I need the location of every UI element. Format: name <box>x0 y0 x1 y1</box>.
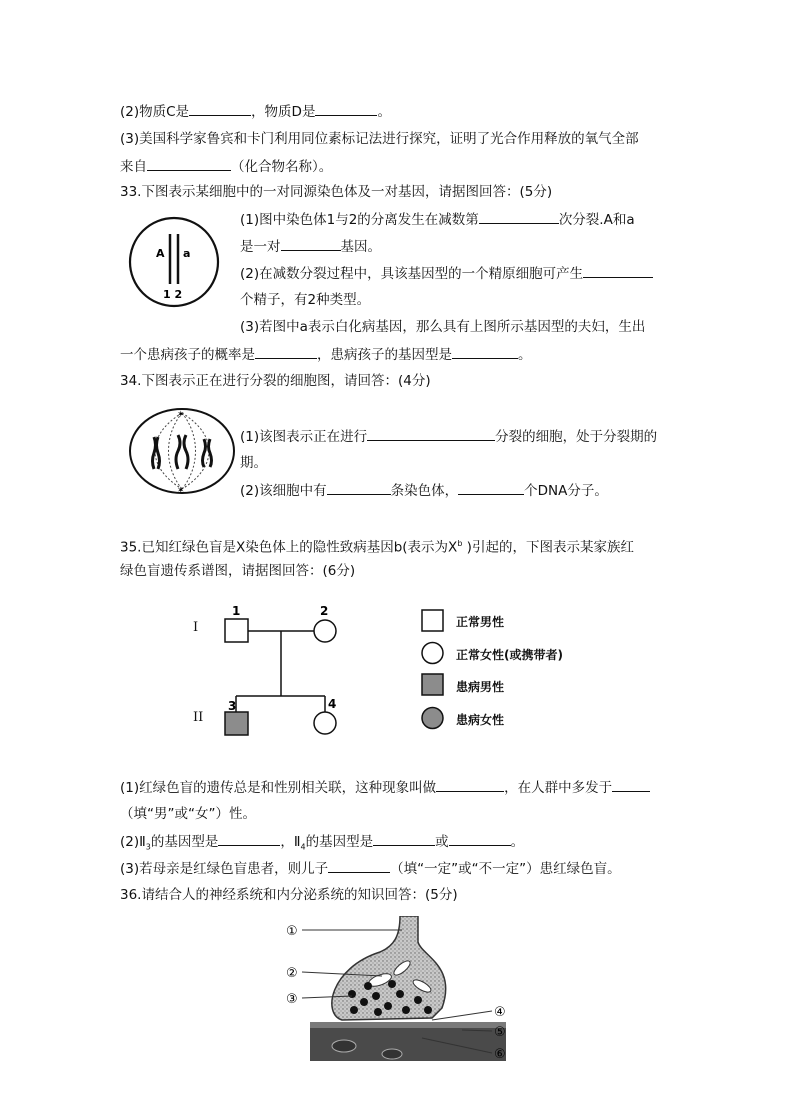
synapse-figure <box>282 916 522 1066</box>
answer-blank[interactable] <box>436 778 504 792</box>
answer-blank[interactable] <box>458 481 524 495</box>
q33-part3-line2: 一个患病孩子的概率是 ，患病孩子的基因型是 。 <box>120 347 532 363</box>
answer-blank[interactable] <box>583 264 653 278</box>
legend-normal-female: 正常女性(或携带者) <box>456 648 563 662</box>
q35-part2: $(2)Ⅱ_3$的基因型是 ，$Ⅱ_4$的基因型是 或 。 <box>120 834 525 852</box>
answer-blank[interactable] <box>367 427 495 441</box>
label-2: ② <box>286 966 298 981</box>
generation-1-label: I <box>193 620 199 635</box>
q36-title: 36.请结合人的神经系统和内分泌系统的知识回答：(5分) <box>120 887 458 903</box>
q35-part1: (1)红绿色盲的遗传总是和性别相关联，这种现象叫做 ，在人群中多发于 <box>120 778 650 797</box>
q34-part1: (1)该图表示正在进行 分裂的细胞，处于分裂期的 <box>240 429 658 445</box>
individual-1-number: 1 <box>232 604 241 618</box>
answer-blank[interactable] <box>189 102 251 116</box>
q33-part2-line2: 个精子，有2种类型。 <box>240 292 371 308</box>
label-5: ⑤ <box>494 1025 506 1040</box>
label-3: ③ <box>286 992 298 1007</box>
individual-4-normal-female <box>314 712 336 734</box>
q33-part1-line2: 是一对 基因。 <box>240 239 381 255</box>
gene-a-label: a <box>183 247 191 260</box>
answer-blank[interactable] <box>479 210 559 224</box>
q33-part3: (3)若图中a表示白化病基因，那么具有上图所示基因型的夫妇，生出 <box>240 319 646 335</box>
generation-2-label: II <box>193 710 204 725</box>
individual-3-affected-male <box>225 712 248 735</box>
q35-intro: 35.已知红绿色盲是X染色体上的隐性致病基因b(表示为$X^b$ )引起的，下图表示某家族红 <box>120 539 634 556</box>
q35-part3: (3)若母亲是红绿色盲患者，则儿子 （填“一定”或“不一定”）患红绿色盲。 <box>120 861 621 877</box>
legend-affected-male: 患病男性 <box>456 680 505 694</box>
individual-4-number: 4 <box>328 697 337 711</box>
q34-part1-line2: 期。 <box>240 455 267 471</box>
label-4: ④ <box>494 1005 506 1020</box>
individual-3-number: 3 <box>228 699 237 713</box>
label-1: ① <box>286 924 298 939</box>
dividing-cell-figure <box>126 405 238 497</box>
q32-part3-line1: (3)美国科学家鲁宾和卡门利用同位素标记法进行探究，证明了光合作用释放的氧气全部 <box>120 131 639 147</box>
q32-part2: (2)物质C是 ，物质D是 。 <box>120 104 391 120</box>
pedigree-chart <box>180 600 380 745</box>
chromosome-numbers: 1 2 <box>163 288 183 301</box>
q34-part2: (2)该细胞中有 条染色体， 个DNA分子。 <box>240 483 608 499</box>
q33-title: 33.下图表示某细胞中的一对同源染色体及一对基因，请据图回答：(5分) <box>120 184 553 200</box>
q35-intro-line2: 绿色盲遗传系谱图，请据图回答：(6分) <box>120 563 356 579</box>
answer-blank[interactable] <box>281 237 341 251</box>
pedigree-legend-symbols <box>418 606 450 736</box>
legend-normal-male: 正常男性 <box>456 615 505 629</box>
answer-blank[interactable] <box>612 778 650 792</box>
answer-blank[interactable] <box>452 345 518 359</box>
answer-blank[interactable] <box>315 102 377 116</box>
svg-text:✶: ✶ <box>177 410 185 420</box>
svg-text:✶: ✶ <box>177 486 185 496</box>
homologous-chromosome-figure <box>126 212 226 312</box>
answer-blank[interactable] <box>449 832 511 846</box>
answer-blank[interactable] <box>255 345 317 359</box>
individual-2-number: 2 <box>320 604 329 618</box>
label-6: ⑥ <box>494 1047 506 1062</box>
answer-blank[interactable] <box>373 832 435 846</box>
answer-blank[interactable] <box>218 832 280 846</box>
q33-part1: (1)图中染色体1与2的分离发生在减数第 次分裂.A和a <box>240 212 635 228</box>
answer-blank[interactable] <box>147 157 231 171</box>
q34-title: 34.下图表示正在进行分裂的细胞图，请回答：(4分) <box>120 373 431 389</box>
answer-blank[interactable] <box>328 859 390 873</box>
answer-blank[interactable] <box>327 481 391 495</box>
gene-A-label: A <box>156 247 165 260</box>
q35-part1-line2: （填“男”或“女”）性。 <box>120 806 256 822</box>
individual-2-normal-female <box>314 620 336 642</box>
legend-affected-female: 患病女性 <box>456 713 505 727</box>
q32-part3-line2: 来自 （化合物名称）。 <box>120 159 333 175</box>
q33-part2: (2)在减数分裂过程中，具该基因型的一个精原细胞可产生 <box>240 264 653 283</box>
individual-1-normal-male <box>225 619 248 642</box>
